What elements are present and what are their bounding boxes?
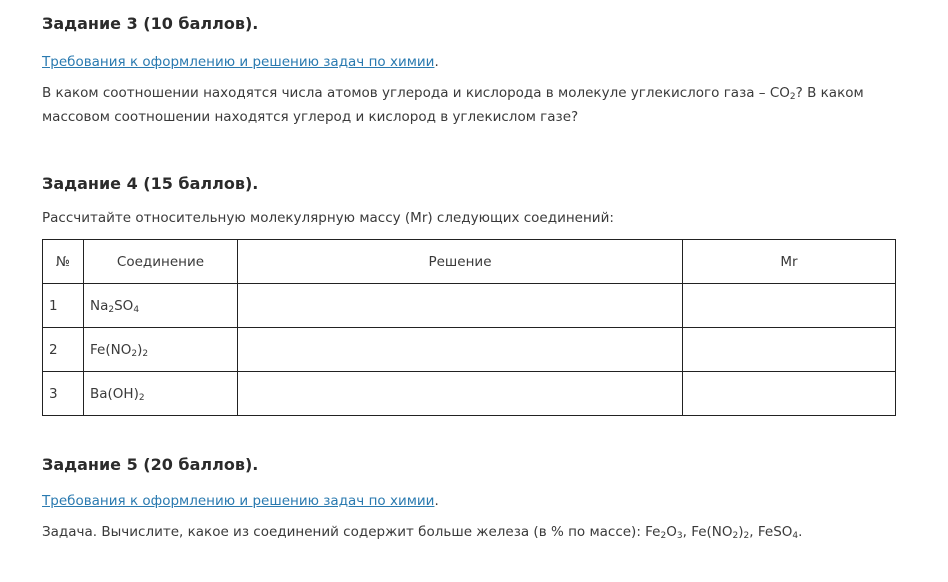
formula-part: 4	[133, 304, 140, 315]
mr-cell[interactable]	[683, 328, 896, 372]
task5-question	[42, 520, 896, 544]
chemistry-requirements-link[interactable]: Требования к оформлению и решению задач по химии	[42, 493, 435, 509]
header-compound: Соединение	[84, 240, 238, 284]
molecular-mass-table	[42, 239, 896, 416]
header-solution: Решение	[238, 240, 683, 284]
row-number: 1	[43, 284, 84, 328]
formula-part: Fe(NO	[90, 341, 132, 358]
task5-question-part: 3	[676, 531, 683, 541]
task3-link-line	[42, 50, 896, 74]
task5-question-part: )	[738, 524, 744, 540]
table-header-row	[43, 240, 896, 284]
task5-question-part: , FeSO	[749, 524, 793, 540]
mr-cell[interactable]	[683, 284, 896, 328]
task5-question-part: , Fe(NO	[682, 524, 733, 540]
task5-section	[42, 455, 896, 475]
task3-title: Задание 3 (10 баллов).	[42, 14, 259, 33]
compound-formula	[84, 284, 238, 328]
task5-question-part: Задача. Вычислите, какое из соединений содержит больше железа (в % по массе): Fe	[42, 524, 661, 540]
header-mr: Mr	[683, 240, 896, 284]
task3-question	[42, 81, 896, 129]
formula-part: 2	[142, 348, 149, 359]
table-body	[43, 284, 896, 416]
row-number: 2	[43, 328, 84, 372]
task5-question-part: .	[798, 524, 803, 540]
formula-part: Ba(OH)	[90, 385, 139, 402]
task3-question-sub: 2	[789, 92, 796, 102]
task5-question-part: 2	[660, 531, 667, 541]
formula-part: Na	[90, 297, 109, 314]
solution-cell[interactable]	[238, 284, 683, 328]
compound-formula	[84, 372, 238, 416]
task3-link-suffix: .	[434, 54, 439, 70]
task4-title: Задание 4 (15 баллов).	[42, 174, 259, 193]
task4-intro: Рассчитайте относительную молекулярную массу (Mr) следующих соединений:	[42, 210, 614, 226]
task3-section	[42, 14, 896, 34]
header-number: №	[43, 240, 84, 284]
task5-link-line	[42, 489, 896, 513]
compound-formula	[84, 328, 238, 372]
task3-question-part1: В каком соотношении находятся числа атомов углерода и кислорода в молекуле углекислого газа – CO	[42, 85, 790, 101]
formula-part: 2	[131, 348, 138, 359]
table-row	[43, 328, 896, 372]
row-number: 3	[43, 372, 84, 416]
formula-part: )	[137, 341, 143, 358]
task5-link-suffix: .	[434, 493, 439, 509]
formula-part: 2	[108, 304, 115, 315]
task5-question-part: 4	[792, 531, 799, 541]
task5-title: Задание 5 (20 баллов).	[42, 455, 259, 474]
task4-section	[42, 174, 896, 194]
mr-cell[interactable]	[683, 372, 896, 416]
formula-part: 2	[138, 392, 145, 403]
solution-cell[interactable]	[238, 328, 683, 372]
formula-part: SO	[114, 297, 134, 314]
table-row	[43, 284, 896, 328]
task5-question-part: 2	[732, 531, 739, 541]
solution-cell[interactable]	[238, 372, 683, 416]
task5-question-part: 2	[743, 531, 750, 541]
chemistry-requirements-link[interactable]: Требования к оформлению и решению задач по химии	[42, 54, 435, 70]
task3-question-part2: ? В каком массовом соотношении находятся углерод и кислород в углекислом газе?	[42, 85, 864, 125]
table-row	[43, 372, 896, 416]
task5-question-part: O	[666, 524, 677, 540]
